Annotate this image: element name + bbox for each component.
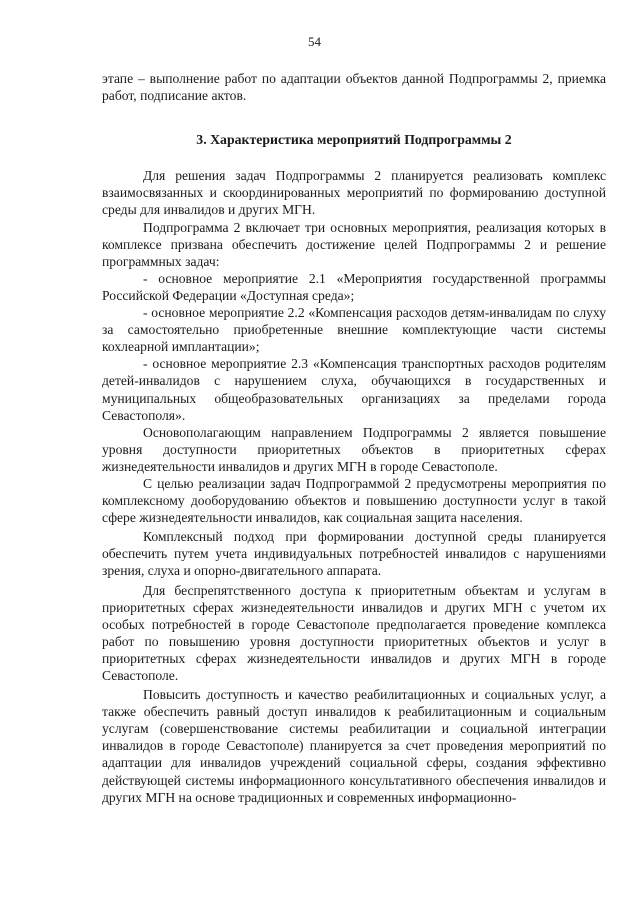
paragraph-main-direction: Основополагающим направлением Подпрограммы 2 является повышение уровня доступности приоритетных объектов в приоритетных сферах жизнедеятельности инвалидов и других МГН в городе Севастополе. (102, 424, 606, 474)
paragraph-accessibility: Для беспрепятственного доступа к приоритетным объектам и услугам в приоритетных сферах жизнедеятельности инвалидов и других МГН с учетом их особых потребностей в городе Севастополе предполагается проведение комплекса работ по повышению уровня доступности приоритетных объектов и услуг в приоритетных сферах жизнедеятельности инвалидов и других МГН в городе Севастополе. (102, 582, 606, 683)
continuation-paragraph: этапе – выполнение работ по адаптации объектов данной Подпрограммы 2, приемка работ, подписание актов. (102, 71, 606, 104)
document-body (102, 70, 606, 806)
paragraph-main-measures: Подпрограмма 2 включает три основных мероприятия, реализация которых в комплексе призвана обеспечить достижение целей Подпрограммы 2 и решение программных задач: (102, 219, 606, 269)
paragraph-tasks: Для решения задач Подпрограммы 2 планируется реализовать комплекс взаимосвязанных и скоординированных мероприятий по формированию доступной среды для инвалидов и других МГН. (102, 168, 606, 218)
paragraph-rehabilitation: Повысить доступность и качество реабилитационных и социальных услуг, а также обеспечить равный доступ инвалидов к реабилитационным и социальным услугам (совершенствование системы реабилитации и социальной интеграции инвалидов в городе Севастополе) планируется за счет проведения мероприятий по адаптации для инвалидов учреждений социальной сферы, создания эффективно действующей системы информационного консультативного обеспечения инвалидов и других МГН на основе традиционных и современных информационно- (102, 687, 606, 805)
paragraph-complex-approach: Комплексный подход при формировании доступной среды планируется обеспечить путем учета индивидуальных потребностей инвалидов с нарушениями зрения, слуха и опорно-двигательного аппарата. (102, 529, 606, 579)
list-item-measure-2-3: - основное мероприятие 2.3 «Компенсация транспортных расходов родителям детей-инвалидов с нарушением слуха, обучающихся в государственных и муниципальных общеобразовательных организациях за пределами города Севастополя». (102, 356, 606, 423)
page-number: 54 (308, 34, 321, 49)
section-title: 3. Характеристика мероприятий Подпрограммы 2 (196, 132, 512, 148)
list-item-measure-2-2: - основное мероприятие 2.2 «Компенсация расходов детям-инвалидам по слуху за самостоятельно приобретенные внешние комплектующие части системы кохлеарной имплантации»; (102, 305, 606, 355)
list-item-measure-2-1: - основное мероприятие 2.1 «Мероприятия государственной программы Российской Федерации «Доступная среда»; (102, 270, 606, 303)
paragraph-goal: С целью реализации задач Подпрограммой 2 предусмотрены мероприятия по комплексному дооборудованию объектов и повышению доступности услуг в такой сфере жизнедеятельности инвалидов, как социальная защита населения. (102, 475, 606, 526)
